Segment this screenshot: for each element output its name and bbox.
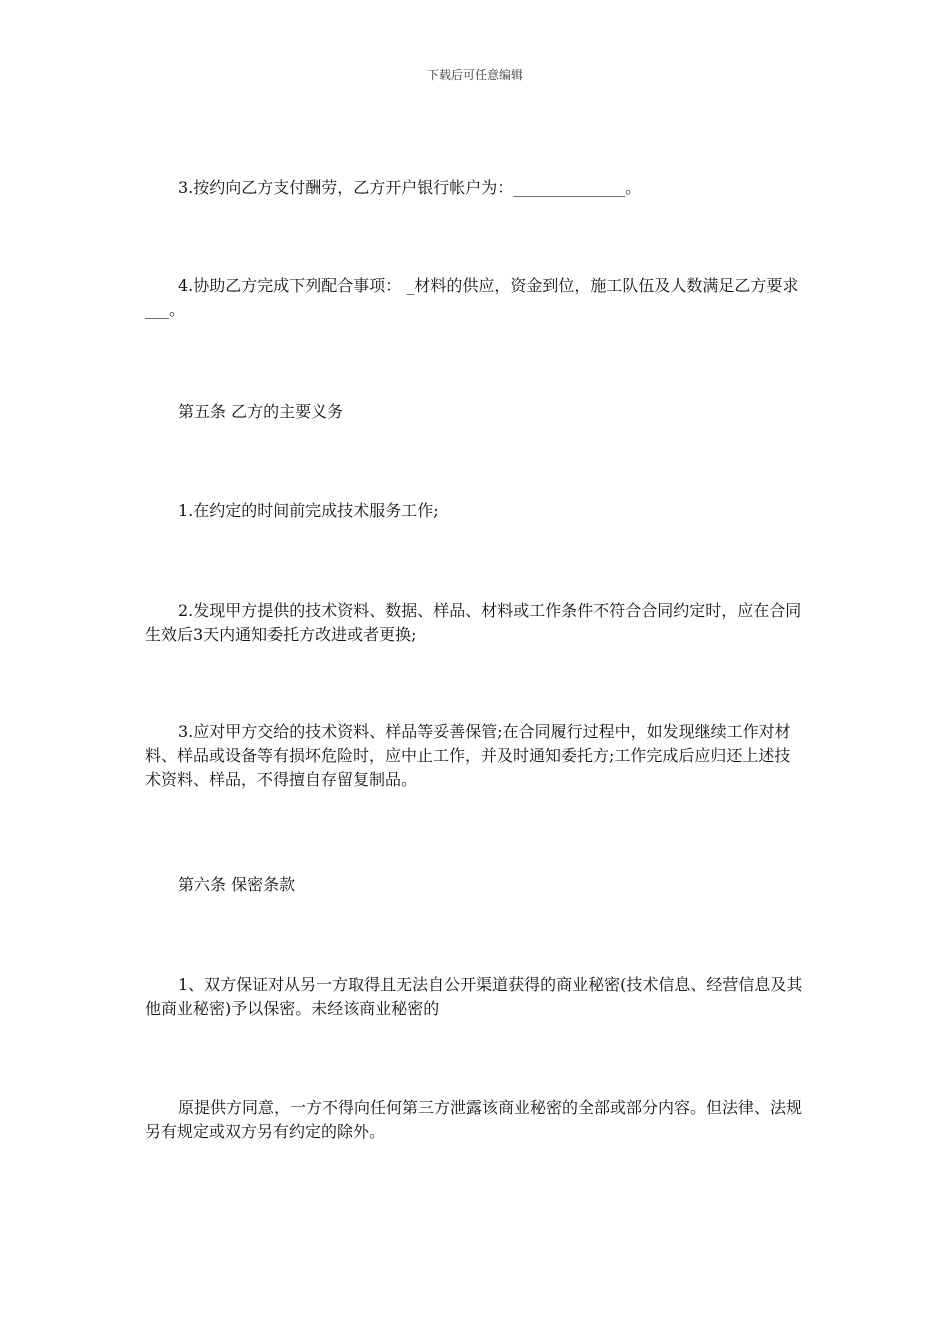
article-5-item-1: 1.在约定的时间前完成技术服务工作; [178,501,439,520]
article-5-heading: 第五条 乙方的主要义务 [178,402,344,421]
page-header: 下载后可任意编辑 [426,68,523,82]
article-5-item-3: 3.应对甲方交给的技术资料、样品等妥善保管;在合同履行过程中，如发现继续工作对材料、样品或设备等有损坏危险时，应中止工作，并及时通知委托方;工作完成后应归还上述技术资料、样品，不得擅自存留复制品。 [145,722,791,789]
article-6-heading: 第六条 保密条款 [178,875,296,894]
clause-cooperation-items: 4.协助乙方完成下列配合事项： _材料的供应，资金到位，施工队伍及人数满足乙方要求___。 [145,276,799,319]
clause-payment-account: 3.按约向乙方支付酬劳，乙方开户银行帐户为：______________。 [178,178,642,197]
article-6-item-1: 1、双方保证对从另一方取得且无法自公开渠道获得的商业秘密(技术信息、经营信息及其他商业秘密)予以保密。未经该商业秘密的 [145,975,803,1018]
article-5-item-2: 2.发现甲方提供的技术资料、数据、样品、材料或工作条件不符合合同约定时，应在合同生效后3天内通知委托方改进或者更换; [145,601,802,644]
article-6-item-1-continued: 原提供方同意，一方不得向任何第三方泄露该商业秘密的全部或部分内容。但法律、法规另有规定或双方另有约定的除外。 [145,1098,803,1141]
